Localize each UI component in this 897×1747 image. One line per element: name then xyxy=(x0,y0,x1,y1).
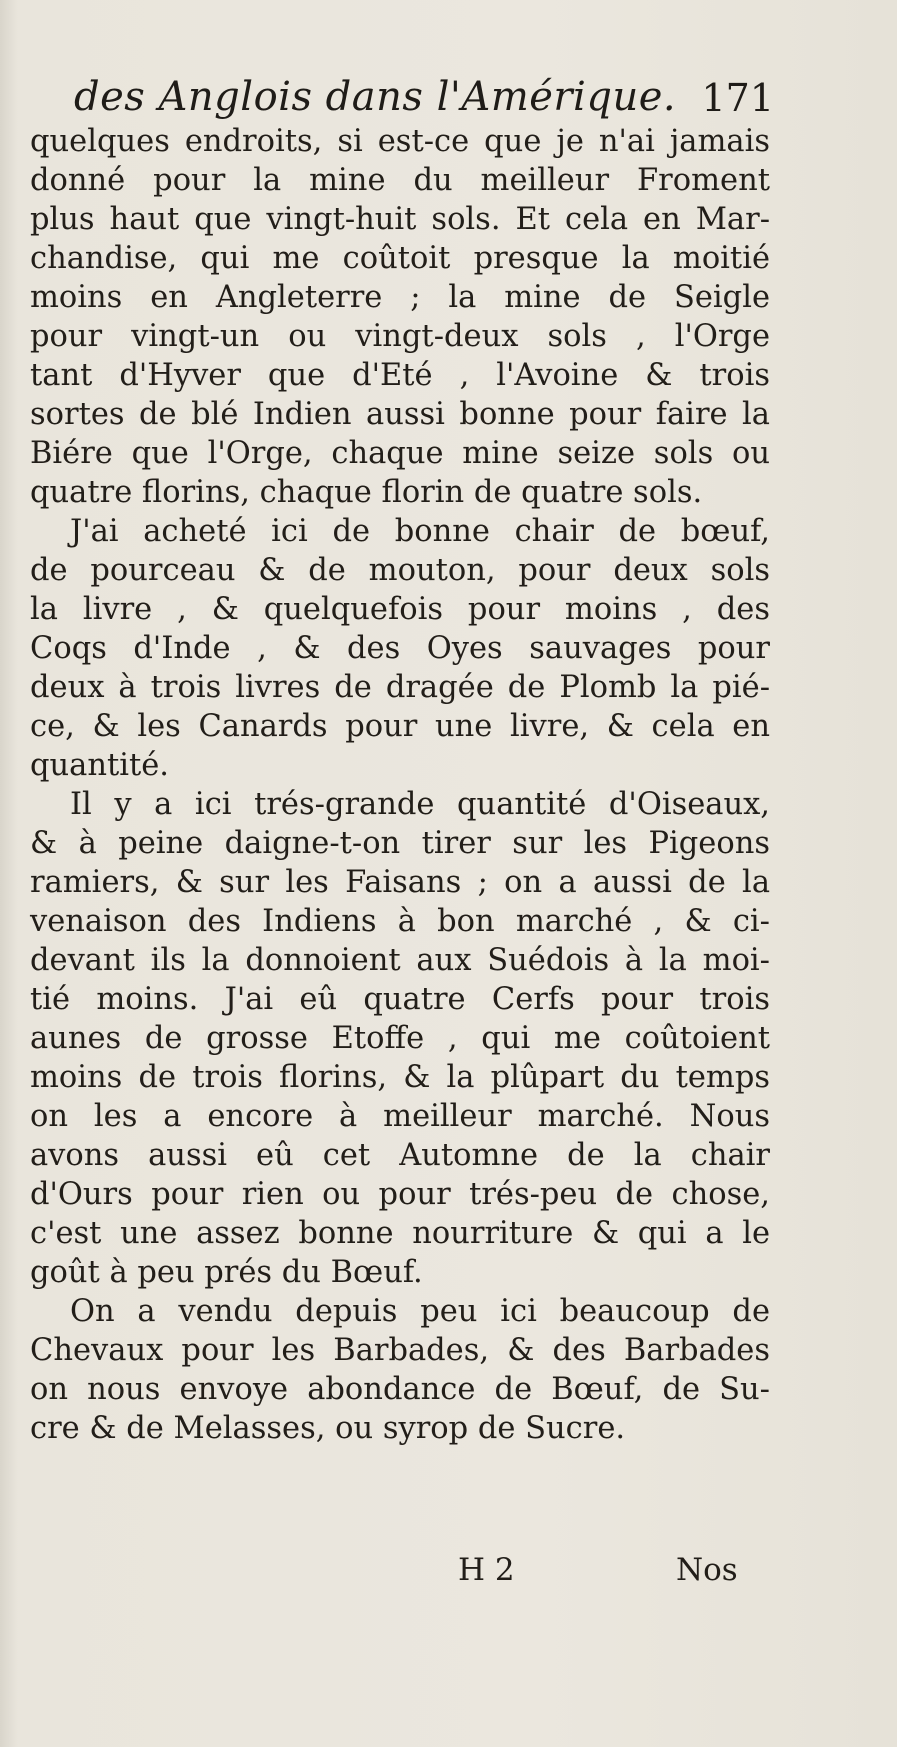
paragraph xyxy=(30,1292,770,1448)
text-line: J'ai acheté ici de bonne chair de bœuf, xyxy=(70,514,770,549)
page-number: 171 xyxy=(701,76,774,120)
text-line: sortes de blé Indien aussi bonne pour faire la xyxy=(30,397,770,432)
text-line: donné pour la mine du meilleur Froment xyxy=(30,163,770,198)
text-line: chandise, qui me coûtoit presque la moitié xyxy=(30,241,770,276)
text-line: plus haut que vingt-huit sols. Et cela en Mar- xyxy=(30,202,770,237)
text-line: Chevaux pour les Barbades, & des Barbades xyxy=(30,1333,770,1368)
text-line: pour vingt-un ou vingt-deux sols , l'Orge xyxy=(30,319,770,354)
text-line: & à peine daigne-t-on tirer sur les Pigeons xyxy=(30,826,770,861)
paragraph xyxy=(30,512,770,785)
text-line: tié moins. J'ai eû quatre Cerfs pour trois xyxy=(30,982,770,1017)
text-line: on les a encore à meilleur marché. Nous xyxy=(30,1099,770,1134)
paragraph xyxy=(30,122,770,512)
page-footer xyxy=(0,1536,897,1586)
text-line: quelques endroits, si est-ce que je n'ai jamais xyxy=(30,124,770,159)
text-line: de pourceau & de mouton, pour deux sols xyxy=(30,553,770,588)
text-line: tant d'Hyver que d'Eté , l'Avoine & trois xyxy=(30,358,770,393)
text-line: avons aussi eû cet Automne de la chair xyxy=(30,1138,770,1173)
body-text xyxy=(30,122,770,1448)
text-line: Biére que l'Orge, chaque mine seize sols ou xyxy=(30,436,770,471)
text-line: cre & de Melasses, ou syrop de Sucre. xyxy=(30,1411,626,1446)
text-line: ramiers, & sur les Faisans ; on a aussi de la xyxy=(30,865,770,900)
text-line: on nous envoye abondance de Bœuf, de Su- xyxy=(30,1372,770,1407)
text-line: venaison des Indiens à bon marché , & ci- xyxy=(30,904,770,939)
signature-mark: H 2 xyxy=(458,1552,515,1588)
text-line: Il y a ici trés-grande quantité d'Oiseaux, xyxy=(70,787,770,822)
text-line: c'est une assez bonne nourriture & qui a le xyxy=(30,1216,770,1251)
text-line: Coqs d'Inde , & des Oyes sauvages pour xyxy=(30,631,770,666)
text-line: quatre florins, chaque florin de quatre sols. xyxy=(30,475,703,510)
text-line: ce, & les Canards pour une livre, & cela en xyxy=(30,709,770,744)
running-head: des Anglois dans l'Amérique. xyxy=(74,74,677,120)
text-line: On a vendu depuis peu ici beaucoup de xyxy=(70,1294,770,1329)
text-line: la livre , & quelquefois pour moins , des xyxy=(30,592,770,627)
paragraph xyxy=(30,785,770,1292)
text-line: moins de trois florins, & la plûpart du temps xyxy=(30,1060,770,1095)
text-line: d'Ours pour rien ou pour trés-peu de chose, xyxy=(30,1177,770,1212)
text-line: quantité. xyxy=(30,748,170,783)
text-line: deux à trois livres de dragée de Plomb la pié- xyxy=(30,670,770,705)
text-line: aunes de grosse Etoffe , qui me coûtoient xyxy=(30,1021,770,1056)
page-header xyxy=(74,68,774,128)
text-line: goût à peu prés du Bœuf. xyxy=(30,1255,423,1290)
text-line: devant ils la donnoient aux Suédois à la moi- xyxy=(30,943,770,978)
catchword: Nos xyxy=(676,1552,738,1588)
text-line: moins en Angleterre ; la mine de Seigle xyxy=(30,280,770,315)
